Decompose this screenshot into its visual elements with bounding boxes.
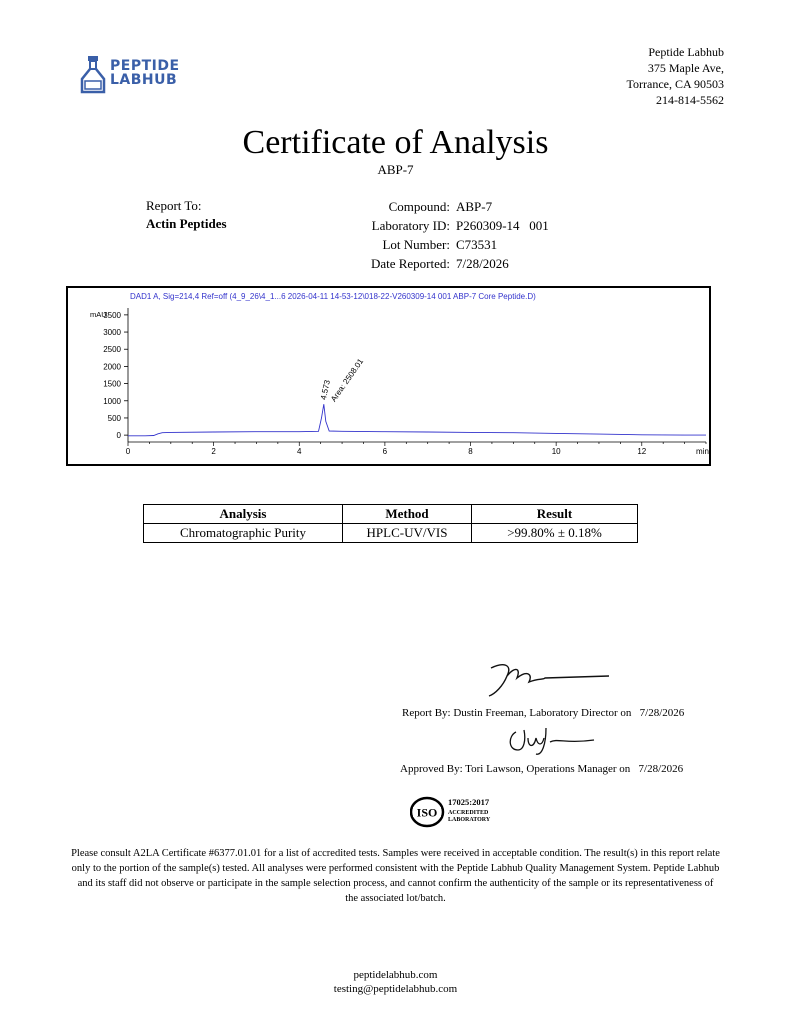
y-tick-label: 1000 [103, 396, 121, 406]
report-by-date: 7/28/2026 [639, 707, 685, 719]
lab-city: Torrance, CA 90503 [626, 77, 724, 91]
report-by-text: Report By: Dustin Freeman, Laboratory Director on [402, 707, 632, 719]
info-label: Compound: [388, 199, 450, 214]
info-value: 7/28/2026 [456, 256, 509, 271]
document-subtitle: ABP-7 [377, 162, 414, 177]
y-tick-label: 3000 [103, 328, 121, 338]
footer [0, 968, 791, 996]
x-tick-label: 4 [297, 447, 302, 456]
brand-name-line1: PEPTIDE [110, 58, 180, 74]
header-method: Method [343, 505, 472, 524]
peak-retention-label: 4.573 [318, 379, 332, 401]
approved-by-date: 7/28/2026 [638, 763, 684, 775]
x-tick-label: 2 [211, 447, 216, 456]
lab-phone: 214-814-5562 [656, 93, 724, 107]
director-signature [483, 656, 613, 700]
header-analysis: Analysis [144, 505, 343, 524]
info-row-compound [316, 197, 576, 216]
peak-area-label: Area: 2508.01 [329, 357, 366, 404]
y-tick-label: 2500 [103, 345, 121, 355]
iso-badge [410, 795, 510, 829]
x-tick-label: 12 [637, 447, 647, 456]
x-tick-label: 0 [125, 447, 131, 456]
chromatogram [68, 288, 709, 464]
client-name: Actin Peptides [146, 216, 227, 231]
chromatogram-frame [66, 286, 711, 466]
info-value: P260309-14 001 [456, 218, 549, 233]
info-value: ABP-7 [456, 199, 493, 214]
y-tick-label: 1500 [103, 379, 121, 389]
report-to-block [146, 197, 227, 233]
cell-analysis: Chromatographic Purity [144, 524, 343, 543]
info-label: Laboratory ID: [371, 218, 450, 233]
y-tick-label: 3500 [103, 310, 121, 320]
info-row-lab-id [316, 216, 576, 235]
cell-result: >99.80% ± 0.18% [472, 524, 638, 543]
flask-icon [80, 55, 106, 95]
lab-address [627, 44, 724, 108]
y-tick-label: 2000 [103, 362, 121, 372]
lab-name: Peptide Labhub [648, 45, 724, 59]
chart-title: DAD1 A, Sig=214,4 Ref=off (4_9_26\4_1...6 2026-04-11 14-53-12\018-22-V260309-14 001 ABP-7 Core Peptide.D) [130, 292, 536, 301]
results-table [143, 504, 638, 543]
x-tick-label: 10 [551, 447, 561, 456]
sample-info [316, 197, 576, 273]
report-to-label: Report To: [146, 198, 202, 213]
y-axis-label: mAU [90, 310, 107, 319]
approved-by-text: Approved By: Tori Lawson, Operations Manager on [400, 763, 631, 775]
results-header-row [144, 505, 638, 524]
lab-street: 375 Maple Ave, [647, 61, 724, 75]
report-by-line [402, 707, 684, 719]
brand-logo [80, 55, 190, 95]
brand-name-line2: LABHUB [110, 72, 178, 88]
x-axis-label: min [696, 447, 709, 456]
footer-website[interactable]: peptidelabhub.com [353, 969, 438, 981]
y-tick-label: 500 [107, 413, 121, 423]
x-tick-label: 8 [468, 447, 473, 456]
iso-line2: LABORATORY [448, 817, 491, 823]
info-row-lot [316, 235, 576, 254]
header-result: Result [472, 505, 638, 524]
footer-email[interactable]: testing@peptidelabhub.com [333, 983, 458, 995]
document-title: Certificate of Analysis [242, 124, 549, 161]
iso-standard: 17025:2017 [448, 797, 490, 807]
y-tick-label: 0 [116, 431, 121, 441]
manager-signature [506, 722, 596, 756]
info-value: C73531 [456, 237, 498, 252]
cell-method: HPLC-UV/VIS [343, 524, 472, 543]
disclaimer: Please consult A2LA Certificate #6377.01.01 for a list of accredited tests. Samples were received in acceptable condition. The result(s) in this report relate only to the portion of the sample(s) tested. All analyses were performed consistent with the Peptide Labhub Quality Management System. Peptide Labhub and its staff did not observe or participate in the sample selection process, and cannot confirm the authenticity of the sample or its representativeness of the associated lot/batch. [71, 848, 720, 904]
approved-by-line [400, 763, 683, 775]
data-series-line [128, 404, 706, 436]
table-row [144, 524, 638, 543]
info-label: Date Reported: [370, 256, 450, 271]
iso-mark: ISO [416, 805, 438, 820]
info-label: Lot Number: [382, 237, 450, 252]
x-tick-label: 6 [382, 447, 388, 456]
iso-logo [410, 795, 510, 829]
info-row-date [316, 254, 576, 273]
iso-line1: ACCREDITED [448, 810, 489, 816]
